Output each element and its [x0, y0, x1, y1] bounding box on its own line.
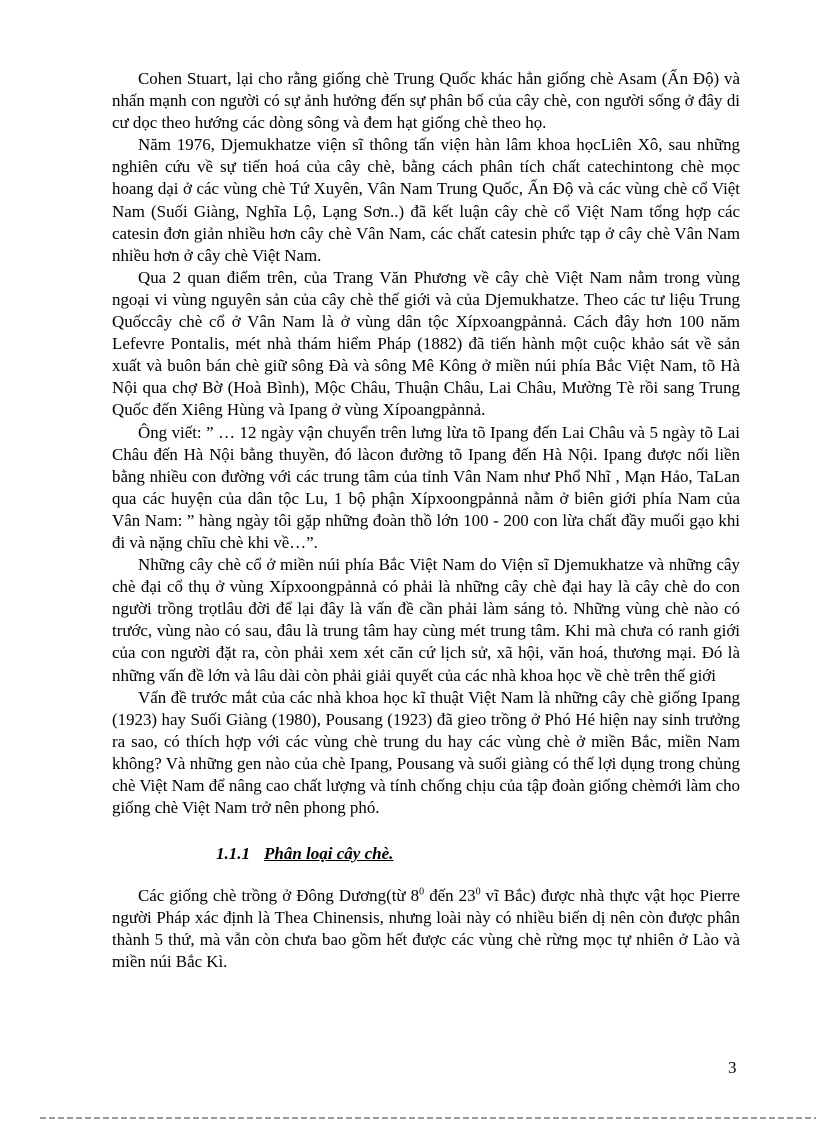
- degree-superscript-1: 0: [419, 886, 425, 898]
- paragraph-two-viewpoints: Qua 2 quan điểm trên, của Trang Văn Phương về cây chè Việt Nam nằm trong vùng ngoại vi vùng nguyên sản của cây chè thế giới và của Djemukhatze. Theo các tư liệu Trung Quốccây chè cổ ở Vân Nam là ở vùng dân tộc Xípxoangpảnnả. Cách đây hơn 100 năm Lefevre Pontalis, mét nhà thám hiểm Pháp (1882) đã tiến hành một cuộc khảo sát về sản xuất và buôn bán chè giữ sông Đà và sông Mê Kông ở miền núi phía Bắc Việt Nam, tõ Hà Nội qua chợ Bờ (Hoà Bình), Mộc Châu, Thuận Châu, Lai Châu, Mường Tè rồi sang Trung Quốc đến Xiêng Hùng và Ipang ở vùng Xípoangpảnnả.: [112, 267, 740, 420]
- paragraph-quote: Ông viết: ” … 12 ngày vận chuyển trên lưng lừa tõ Ipang đến Lai Châu và 5 ngày tõ Lai Châu đến Hà Nội bằng thuyền, đó làcon đường tõ Ipang đến Hà Nội. Ipang được nối liền bằng nhiều con đường với các trung tâm của tỉnh Vân Nam như Phổ Nhĩ , Mạn Hảo, TaLan qua các huyện của dân tộc Lu, 1 bộ phận Xípxoongpảnnả nằm ở biên giới phía Nam của Vân Nam: ” hàng ngày tôi gặp những đoàn thồ lớn 100 - 200 con lừa chất đầy muối gạo khi đi và nặng chĩu chè khi về…”.: [112, 422, 740, 552]
- classification-text-start: Các giống chè trồng ở Đông Dương(từ 8: [138, 886, 420, 906]
- page-content: [112, 68, 740, 974]
- bottom-dashed-rule: [40, 1117, 816, 1119]
- paragraph-cohen-stuart: Cohen Stuart, lại cho rằng giống chè Trung Quốc khác hẳn giống chè Asam (Ấn Độ) và nhấn mạnh con người có sự ảnh hưởng đến sự phân bố của cây chè, con người sống ở đây di cư dọc theo hướng các dòng sông và đem hạt giống chè theo họ.: [112, 69, 740, 133]
- section-number: 1.1.1: [216, 844, 250, 864]
- paragraph-classification: [112, 885, 740, 973]
- degree-superscript-2: 0: [475, 886, 481, 898]
- paragraph-immediate-issues: Vấn đề trước mắt của các nhà khoa học kĩ thuật Việt Nam là những cây chè giống Ipang (1923) hay Suối Giàng (1980), Pousang (1923) đã gieo trồng ở Phó Hé hiện nay sinh trưởng ra sao, có thích hợp với các vùng chè trung du hay các vùng chè ở miền Bắc, miền Nam không? Và những gen nào của chè Ipang, Pousang và suối giàng có thể lợi dụng trong chủng chè Việt Nam để nâng cao chất lượng và tính chống chịu của tập đoàn giống chèmới làm cho giống chè Việt Nam trở nên phong phó.: [112, 687, 740, 818]
- section-title: Phân loại cây chè.: [264, 844, 394, 864]
- section-heading: [112, 843, 740, 865]
- classification-text-mid: đến 23: [424, 886, 476, 906]
- classification-text-end: vĩ Bắc) được nhà thực vật học Pierre người Pháp xác định là Thea Chinensis, nhưng loài này có nhiều biến dị nên còn được phân thành 5 thứ, mà vẫn còn chưa bao gồm hết được các vùng chè rừng mọc tự nhiên ở Lào và miền núi Bắc Kì.: [112, 886, 740, 972]
- paragraph-djemukhatze-1976: Năm 1976, Djemukhatze viện sĩ thông tấn viện hàn lâm khoa họcLiên Xô, sau những nghiên cứu về sự tiến hoá của cây chè, bằng cách phân tích chất catechintong chè mọc hoang dại ở các vùng chè Tứ Xuyên, Vân Nam Trung Quốc, Ấn Độ và các vùng chè cổ Việt Nam (Suối Giàng, Nghĩa Lộ, Lạng Sơn..) đã kết luận cây chè cổ Việt Nam tổng hợp các catesin đơn giản nhiều hơn cây chè Vân Nam, các chất catesin phức tạp ở cây chè Vân Nam nhiều hơn ở cây chè Việt Nam.: [112, 135, 740, 265]
- paragraph-ancient-tea-trees: Những cây chè cổ ở miền núi phía Bắc Việt Nam do Viện sĩ Djemukhatze và những cây chè đại cổ thụ ở vùng Xípxoongpảnnả có phải là những cây chè đại hay là cây chè do con người trồng trọtlâu đời để lại đây là vấn đề cần phải làm sáng tỏ. Những vùng chè nào có trước, vùng nào có sau, đâu là trung tâm hay cùng mét trung tâm. Khi mà chưa có ranh giới của con người đặt ra, còn phải xem xét căn cứ lịch sử, xã hội, văn hoá, thương mại. Đó là những vấn đề lớn và lâu dài còn phải giải quyết của các nhà khoa học về chè trên thế giới: [112, 555, 740, 685]
- page-number: 3: [728, 1058, 737, 1077]
